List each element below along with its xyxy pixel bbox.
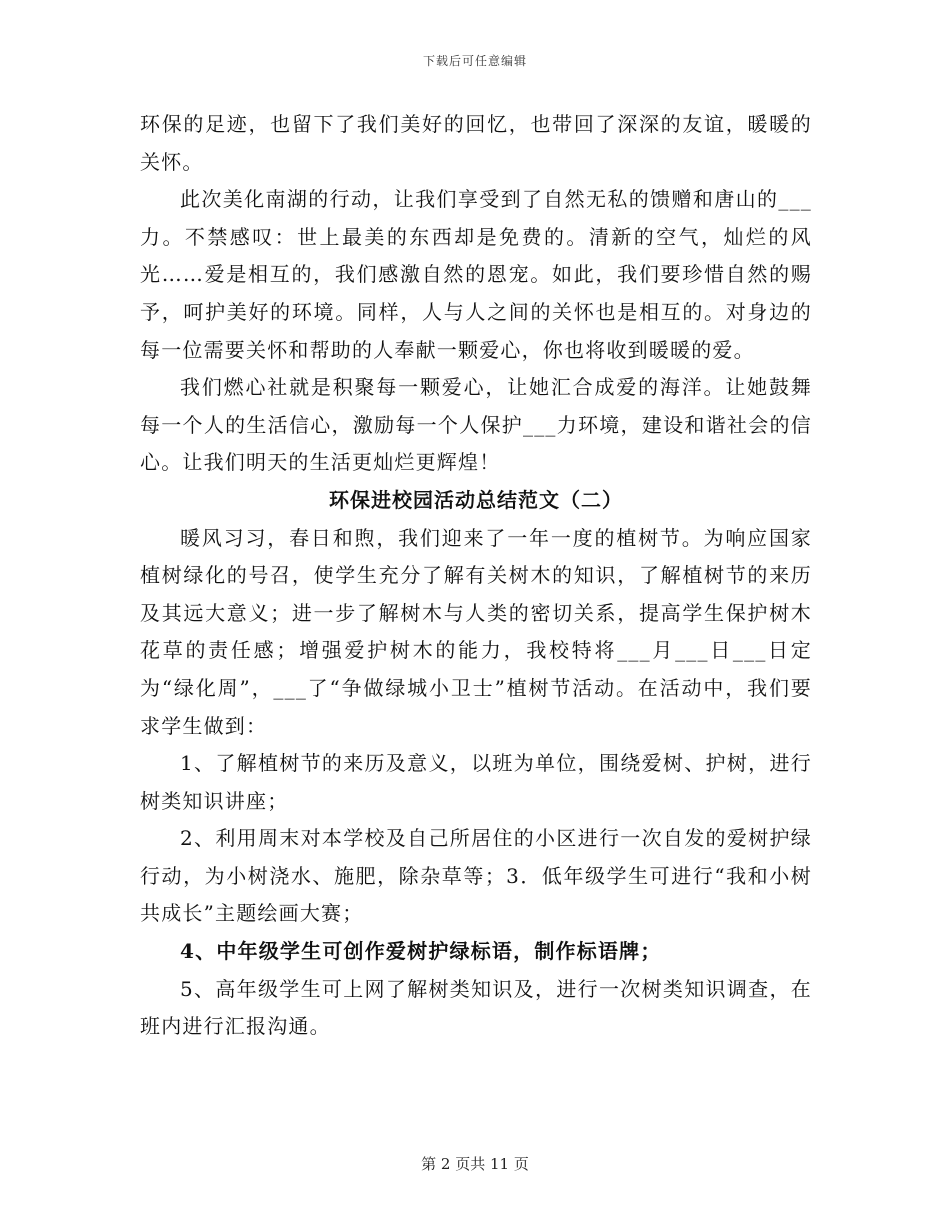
paragraph-south-lake: 此次美化南湖的行动，让我们享受到了自然无私的馈赠和唐山的___力。不禁感叹：世上最美的东西却是免费的。清新的空气，灿烂的风光……爱是相互的，我们感激自然的恩宠。如此，我们要珍惜自然的赐予，呵护美好的环境。同样，人与人之间的关怀也是相互的。对身边的每一位需要关怀和帮助的人奉献一颗爱心，你也将收到暖暖的爱。 xyxy=(140,187,812,362)
paragraph-arbor-day: 暖风习习，春日和煦，我们迎来了一年一度的植树节。为响应国家植树绿化的号召，使学生充分了解有关树木的知识，了解植树节的来历及其远大意义；进一步了解树木与人类的密切关系，提高学生保护树木花草的责任感；增强爱护树木的能力，我校特将___月___日___日定为“绿化周”，___了“争做绿城小卫士”植树节活动。在活动中，我们要求学生做到： xyxy=(140,525,812,738)
list-item-2: 2、利用周末对本学校及自己所居住的小区进行一次自发的爱树护绿行动，为小树浇水、施肥，除杂草等；3．低年级学生可进行“我和小树共成长”主题绘画大赛； xyxy=(140,826,812,926)
list-item-4: 4、中年级学生可创作爱树护绿标语，制作标语牌； xyxy=(180,939,662,964)
paragraph-club: 我们燃心社就是积聚每一颗爱心，让她汇合成爱的海洋。让她鼓舞每一个人的生活信心，激励每一个人保护___力环境，建设和谐社会的信心。让我们明天的生活更灿烂更辉煌！ xyxy=(140,375,812,475)
page-header: 下载后可任意编辑 xyxy=(422,54,527,68)
page-footer: 第 2 页共 11 页 xyxy=(421,1155,529,1173)
list-item-1: 1、了解植树节的来历及意义，以班为单位，围绕爱树、护树，进行树类知识讲座； xyxy=(140,751,812,813)
list-item-5: 5、高年级学生可上网了解树类知识及，进行一次树类知识调查，在班内进行汇报沟通。 xyxy=(140,976,812,1039)
document-body xyxy=(140,106,812,1046)
paragraph-continuation: 环保的足迹，也留下了我们美好的回忆，也带回了深深的友谊，暖暖的关怀。 xyxy=(140,112,812,174)
section-title: 环保进校园活动总结范文（二） xyxy=(329,487,623,512)
